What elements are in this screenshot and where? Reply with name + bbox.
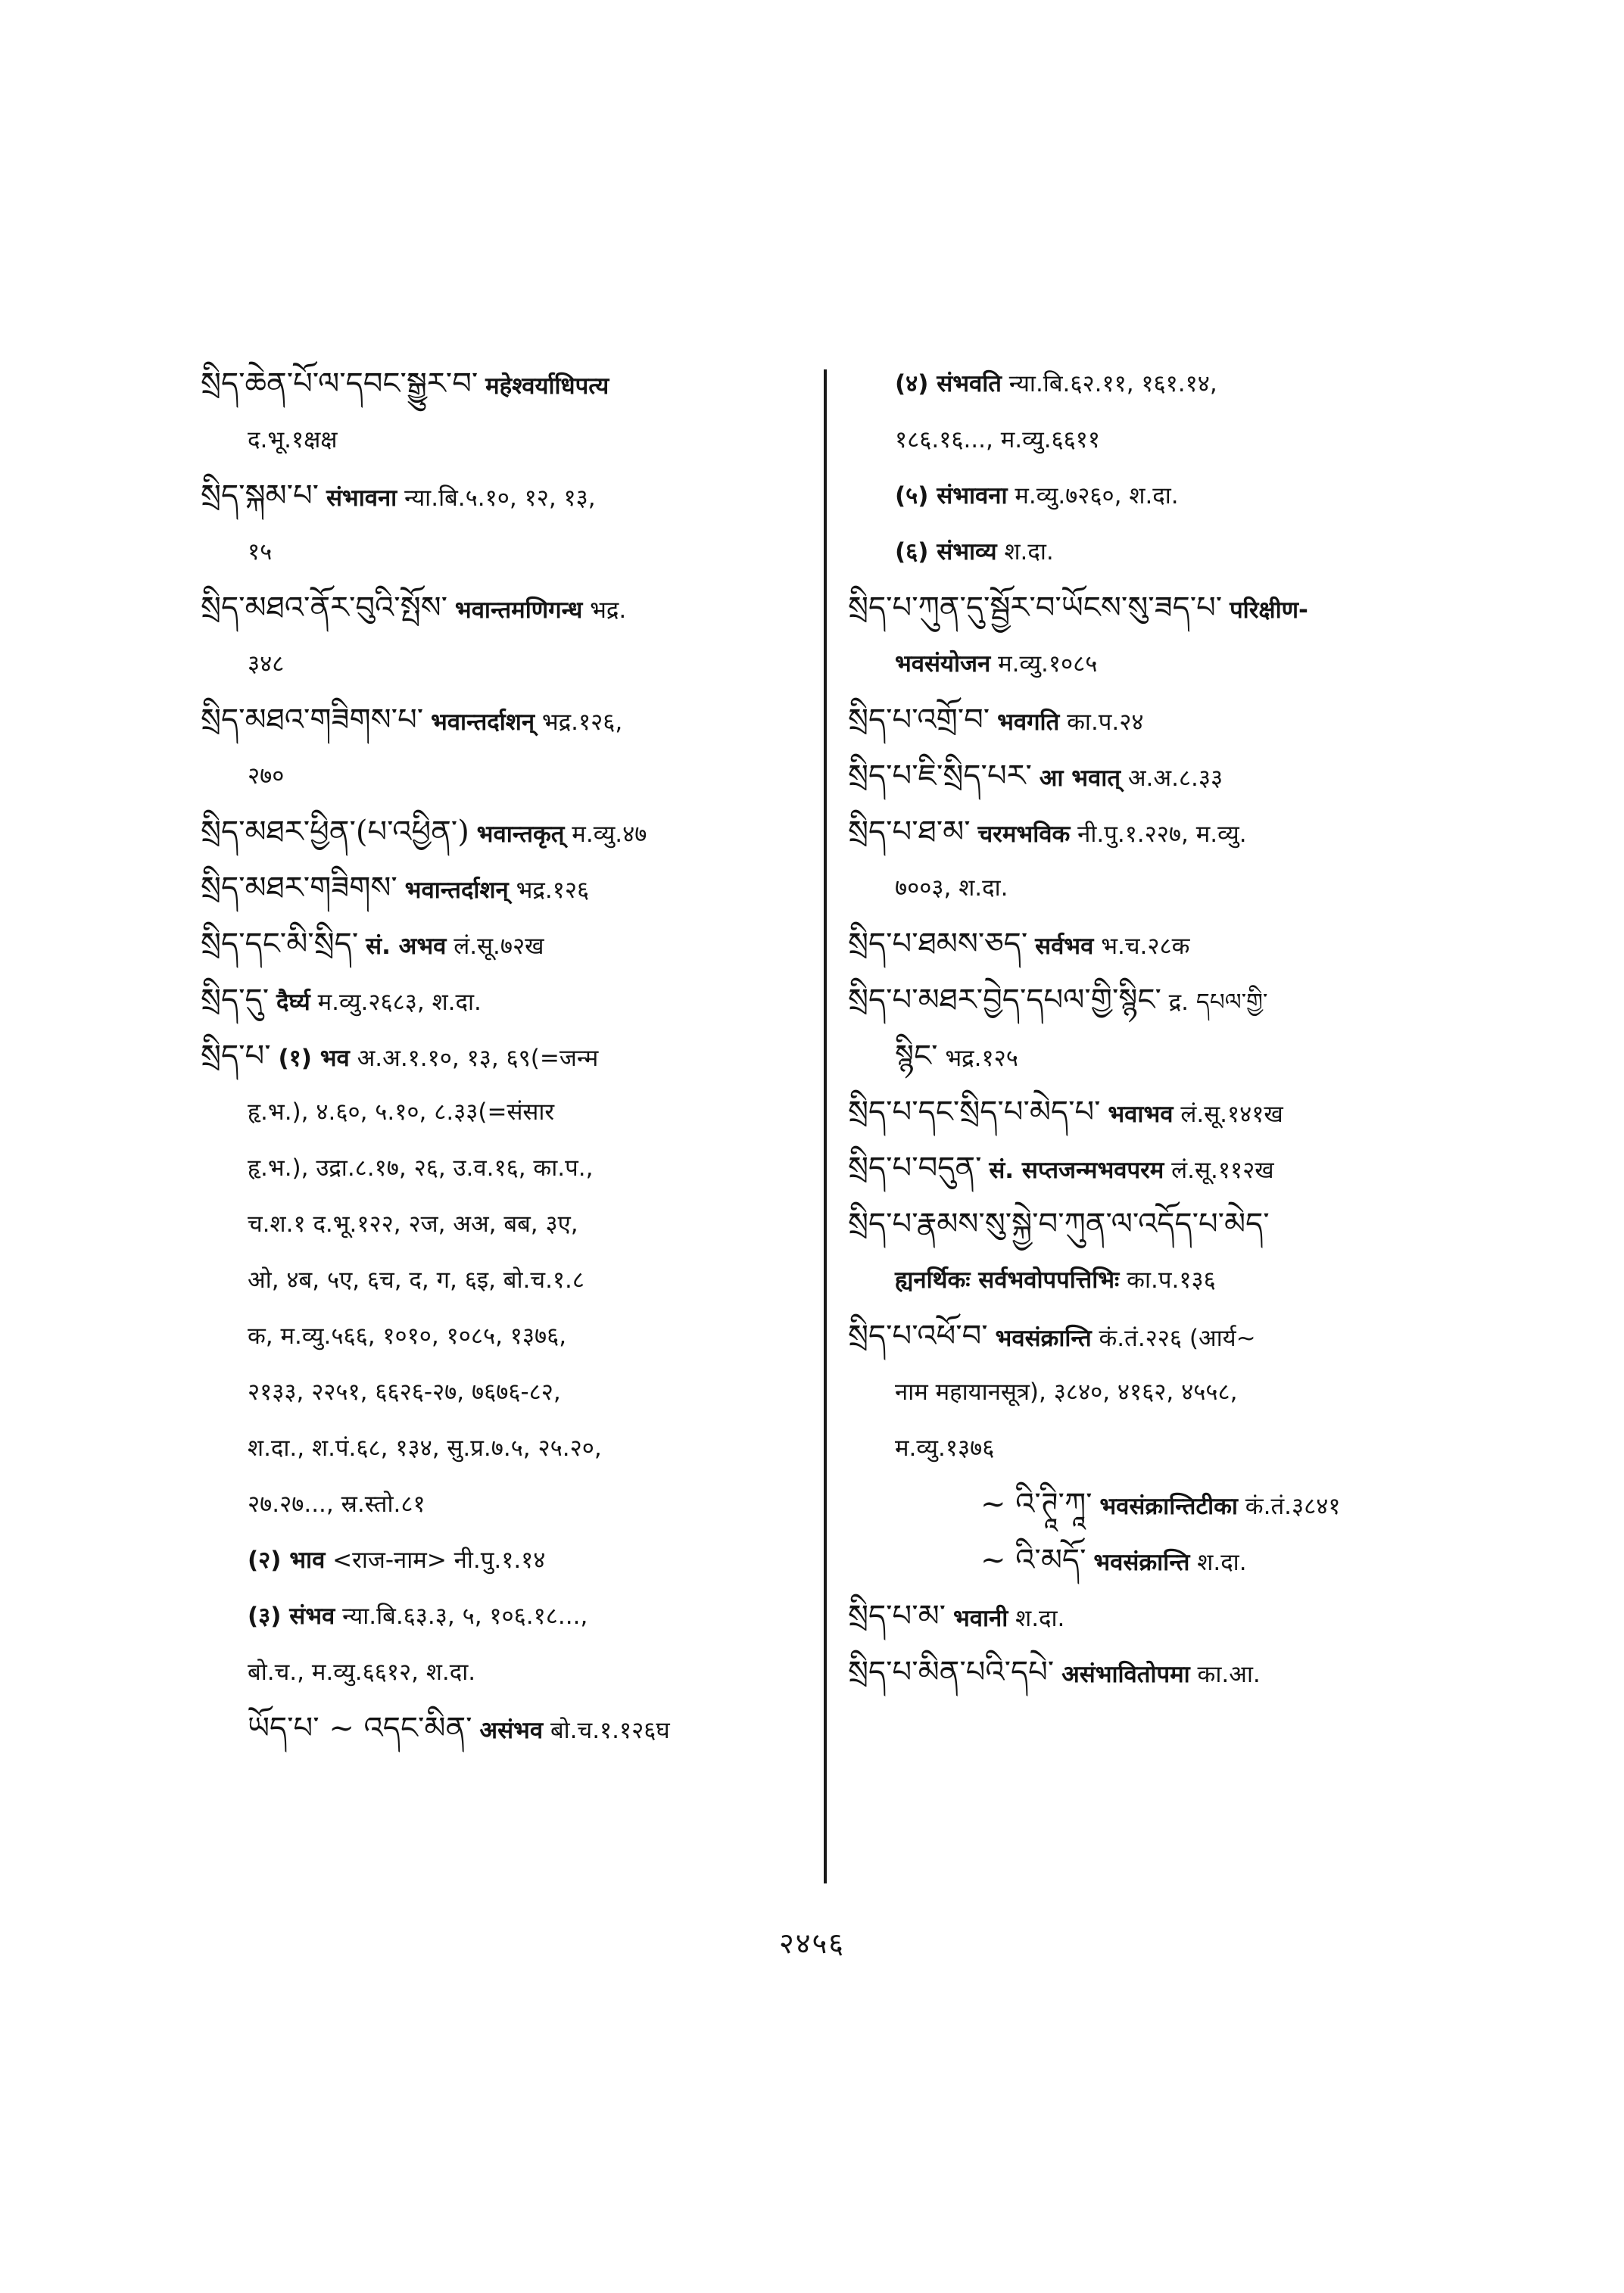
reference: म.व्यु.१०८५: [998, 650, 1098, 678]
reference: भद्र.: [590, 597, 627, 624]
tibetan-headword: སྲིད་པ་དང་སྲིད་པ་མེད་པ་: [848, 1095, 1101, 1129]
sanskrit-equivalent: असंभावितोपमा: [1061, 1661, 1190, 1688]
reference: २७०: [248, 762, 285, 790]
entry-line: [848, 1028, 1454, 1084]
tibetan-headword: སྲིད་པ་འགྲོ་བ་: [848, 703, 990, 737]
reference: अ.अ.८.३३: [1127, 765, 1223, 792]
sanskrit-equivalent: महेश्वर्याधिपत्य: [485, 372, 609, 400]
reference: का.प.२४: [1067, 709, 1144, 736]
reference: ओ, ४ब, ५ए, ६च, द, ग, ६इ, बो.च.१.८: [248, 1266, 585, 1294]
reference: का.प.१३६: [1127, 1266, 1216, 1294]
tibetan-headword: སྲིད་པ་མིན་པའི་དཔེ་: [848, 1655, 1055, 1690]
reference: भद्र.१२६: [516, 877, 590, 904]
entry-line: [848, 1308, 1454, 1364]
sanskrit-equivalent: सं. सप्तजन्मभवपरम: [989, 1157, 1164, 1184]
reference: लं.सू.१४१ख: [1180, 1101, 1283, 1128]
entry-line: [848, 916, 1454, 972]
left-column: [201, 356, 799, 1756]
entry-line: [201, 1252, 799, 1308]
sanskrit-equivalent: परिक्षीण-: [1230, 597, 1308, 624]
reference: च.श.१ द.भू.१२२, २ज, अअ, बब, ३ए,: [248, 1210, 578, 1238]
sanskrit-equivalent: (४) संभवति: [895, 370, 1002, 397]
reference: ३४८: [248, 650, 285, 678]
reference: <राज-नाम> नी.पु.१.१४: [332, 1547, 546, 1574]
entry-line: [848, 1364, 1454, 1420]
sanskrit-equivalent: चरमभविक: [977, 821, 1071, 848]
tibetan-headword: སྲིད་པ་: [201, 1039, 271, 1073]
reference: क, म.व्यु.५६६, १०१०, १०८५, १३७६,: [248, 1323, 567, 1350]
entry-line: [201, 524, 799, 580]
sanskrit-equivalent: भवसंक्रान्तिटीका: [1099, 1493, 1238, 1520]
tibetan-headword: ~ འི་མདོ་: [980, 1543, 1086, 1578]
entry-line: [201, 580, 799, 636]
reference: भद्र.१२५: [945, 1045, 1018, 1072]
entry-line: [201, 1700, 799, 1756]
reference: द्र. དཔལ་གྱི་: [1168, 989, 1268, 1016]
entry-line: [201, 804, 799, 860]
page-number: २४५६: [778, 1927, 846, 1960]
reference: ७००३, श.दा.: [895, 874, 1008, 902]
sanskrit-equivalent: असंभव: [479, 1717, 544, 1744]
reference: म.व्यु.७२६०, श.दा.: [1015, 482, 1179, 509]
sanskrit-equivalent: भवाभव: [1108, 1101, 1174, 1128]
reference: बो.च.१.१२६घ: [550, 1717, 670, 1744]
sanskrit-equivalent: (६) संभाव्य: [895, 538, 997, 565]
entry-line: [201, 972, 799, 1028]
entry-line: [201, 1532, 799, 1588]
entry-line: [201, 468, 799, 524]
reference: कं.तं.३८४१: [1245, 1493, 1341, 1520]
sanskrit-equivalent: भवगति: [997, 709, 1060, 736]
entry-line: [848, 692, 1454, 748]
entry-line: [201, 1420, 799, 1476]
entry-line: [848, 1532, 1454, 1588]
sanskrit-equivalent: (५) संभावना: [895, 482, 1008, 509]
tibetan-headword: སྲིད་པ་མཐར་བྱེད་དཔལ་གྱི་སྙིང་: [848, 983, 1161, 1017]
reference: श.दा., श.पं.६८, १३४, सु.प्र.७.५, २५.२०,: [248, 1435, 602, 1462]
entry-line: [201, 1084, 799, 1140]
reference: नी.पु.१.२२७, म.व्यु.: [1077, 821, 1247, 848]
entry-line: [848, 524, 1454, 580]
entry-line: [201, 1588, 799, 1644]
reference: का.आ.: [1197, 1661, 1261, 1688]
tibetan-headword: སྲིད་མཐའ་ནོར་བུའི་སྤོས་: [201, 590, 448, 625]
entry-line: [848, 1644, 1454, 1700]
tibetan-headword: སྲིད་པ་མ་: [848, 1599, 946, 1634]
entry-line: [201, 692, 799, 748]
sanskrit-equivalent: भवसंयोजन: [895, 650, 991, 678]
tibetan-headword: སྲིད་སྐམ་པ་: [201, 478, 320, 513]
reference: न्या.बि.६३.३, ५, १०६.१८...,: [342, 1603, 588, 1630]
reference: म.व्यु.१३७६: [895, 1435, 995, 1462]
entry-line: [201, 1476, 799, 1532]
reference: भ.च.२८क: [1101, 933, 1190, 960]
tibetan-headword: སྲིད་པ་ཐ་མ་: [848, 815, 971, 849]
entry-line: [848, 636, 1454, 692]
entry-line: [201, 412, 799, 468]
tibetan-headword: སྲིད་མཐའ་གཟིགས་པ་: [201, 703, 424, 737]
reference: श.दा.: [1197, 1549, 1247, 1576]
reference: लं.सू.११२ख: [1171, 1157, 1274, 1184]
sanskrit-equivalent: आ भवात्: [1039, 765, 1121, 792]
entry-line: [848, 972, 1454, 1028]
reference: श.दा.: [1004, 538, 1054, 565]
entry-line: [848, 1196, 1454, 1252]
reference: श.दा.: [1015, 1605, 1065, 1632]
reference: न्या.बि.५.१०, १२, १३,: [404, 484, 596, 512]
reference: द.भू.१क्षक्ष: [248, 426, 338, 453]
reference: बो.च., म.व्यु.६६१२, श.दा.: [248, 1659, 476, 1686]
entry-line: [848, 804, 1454, 860]
reference: भद्र.१२६,: [541, 709, 623, 736]
entry-line: [848, 1140, 1454, 1196]
reference: न्या.बि.६२.११, १६१.१४,: [1008, 370, 1217, 397]
sanskrit-equivalent: भवसंक्रान्ति: [995, 1325, 1092, 1352]
reference: २१३३, २२५१, ६६२६-२७, ७६७६-८२,: [248, 1379, 561, 1406]
entry-line: [201, 1644, 799, 1700]
sanskrit-equivalent: (२) भाव: [248, 1547, 326, 1574]
entry-line: [848, 356, 1454, 412]
tibetan-headword: སྲིད་པ་རྣམས་སུ་སྐྱེ་བ་ཀུན་ལ་འདོད་པ་མེད་: [848, 1207, 1270, 1242]
column-divider: [824, 369, 827, 1883]
reference: हृ.भ.), ४.६०, ५.१०, ८.३३(=संसार: [248, 1098, 555, 1126]
entry-line: [201, 1028, 799, 1084]
reference: हृ.भ.), उद्रा.८.१७, २६, उ.व.१६, का.प.,: [248, 1154, 594, 1182]
reference: म.व्यु.२६८३, श.दा.: [317, 989, 482, 1016]
entry-line: [201, 356, 799, 412]
entry-line: [848, 860, 1454, 916]
entry-line: [201, 1140, 799, 1196]
right-column: [848, 356, 1454, 1700]
entry-line: [848, 1084, 1454, 1140]
tibetan-headword: ~ འི་ཊཱི་ཀཱ་: [980, 1487, 1093, 1522]
entry-line: [201, 748, 799, 804]
tibetan-headword: སྲིད་མཐར་ཕྱིན་(པ་འཕྱིན་): [201, 815, 469, 849]
tibetan-headword: སྲིད་པ་ཀུན་དུ་སྦྱོར་བ་ཡོངས་སུ་ཟད་པ་: [848, 590, 1223, 625]
reference: २७.२७..., स्र.स्तो.८१: [248, 1491, 425, 1518]
sanskrit-equivalent: भवान्तर्दाशन्: [404, 877, 509, 904]
sanskrit-equivalent: ह्यनर्थिकः सर्वभवोपपत्तिभिः: [895, 1266, 1120, 1294]
sanskrit-equivalent: भवसंक्रान्ति: [1093, 1549, 1190, 1576]
entry-line: [848, 412, 1454, 468]
sanskrit-equivalent: भवान्तकृत्: [476, 821, 565, 848]
reference: नाम महायानसूत्र), ३८४०, ४१६२, ४५५८,: [895, 1379, 1238, 1406]
tibetan-headword: སྲིད་མཐར་གཟིགས་: [201, 871, 397, 905]
entry-line: [848, 748, 1454, 804]
sanskrit-equivalent: दैर्घ्य: [276, 989, 310, 1016]
reference: म.व्यु.४७: [572, 821, 647, 848]
sanskrit-equivalent: भवान्तमणिगन्ध: [454, 597, 583, 624]
entry-line: [848, 1252, 1454, 1308]
reference: लं.सू.७२ख: [454, 933, 544, 960]
entry-line: [201, 1364, 799, 1420]
tibetan-headword: སྲིད་པ་བདུན་: [848, 1151, 982, 1185]
tibetan-headword: སྲིད་པ་འཕོ་བ་: [848, 1319, 988, 1354]
sanskrit-equivalent: सं. अभव: [366, 933, 447, 960]
entry-line: [201, 1196, 799, 1252]
tibetan-headword: ཡོད་པ་ ~ འདང་མིན་: [248, 1711, 472, 1746]
sanskrit-equivalent: भवान्तर्दाशन्: [430, 709, 535, 736]
entry-line: [201, 860, 799, 916]
sanskrit-equivalent: (३) संभव: [248, 1603, 335, 1630]
entry-line: [201, 1308, 799, 1364]
sanskrit-equivalent: सर्वभव: [1035, 933, 1094, 960]
entry-line: [201, 916, 799, 972]
entry-line: [848, 1476, 1454, 1532]
tibetan-headword: སྲིད་དུ་: [201, 983, 270, 1017]
tibetan-headword: སྙིང་: [895, 1039, 938, 1073]
tibetan-headword: སྲིད་ཆེན་པོ་ལ་དབང་སྒྱུར་བ་: [201, 366, 478, 401]
tibetan-headword: སྲིད་པ་ཇི་སྲིད་པར་: [848, 759, 1032, 793]
reference: कं.तं.२२६ (आर्य~: [1099, 1325, 1256, 1352]
sanskrit-equivalent: भवानी: [952, 1605, 1008, 1632]
entry-line: [848, 580, 1454, 636]
reference: १५: [248, 538, 273, 565]
reference: १८६.१६..., म.व्यु.६६११: [895, 426, 1101, 453]
entry-line: [848, 1420, 1454, 1476]
sanskrit-equivalent: संभावना: [326, 484, 397, 512]
entry-line: [848, 1588, 1454, 1644]
reference: अ.अ.१.१०, १३, ६९(=जन्म: [357, 1045, 599, 1072]
tibetan-headword: སྲིད་དང་མི་སྲིད་: [201, 927, 359, 961]
entry-line: [848, 468, 1454, 524]
tibetan-headword: སྲིད་པ་ཐམས་ཅད་: [848, 927, 1028, 961]
entry-line: [201, 636, 799, 692]
sanskrit-equivalent: (१) भव: [278, 1045, 350, 1072]
